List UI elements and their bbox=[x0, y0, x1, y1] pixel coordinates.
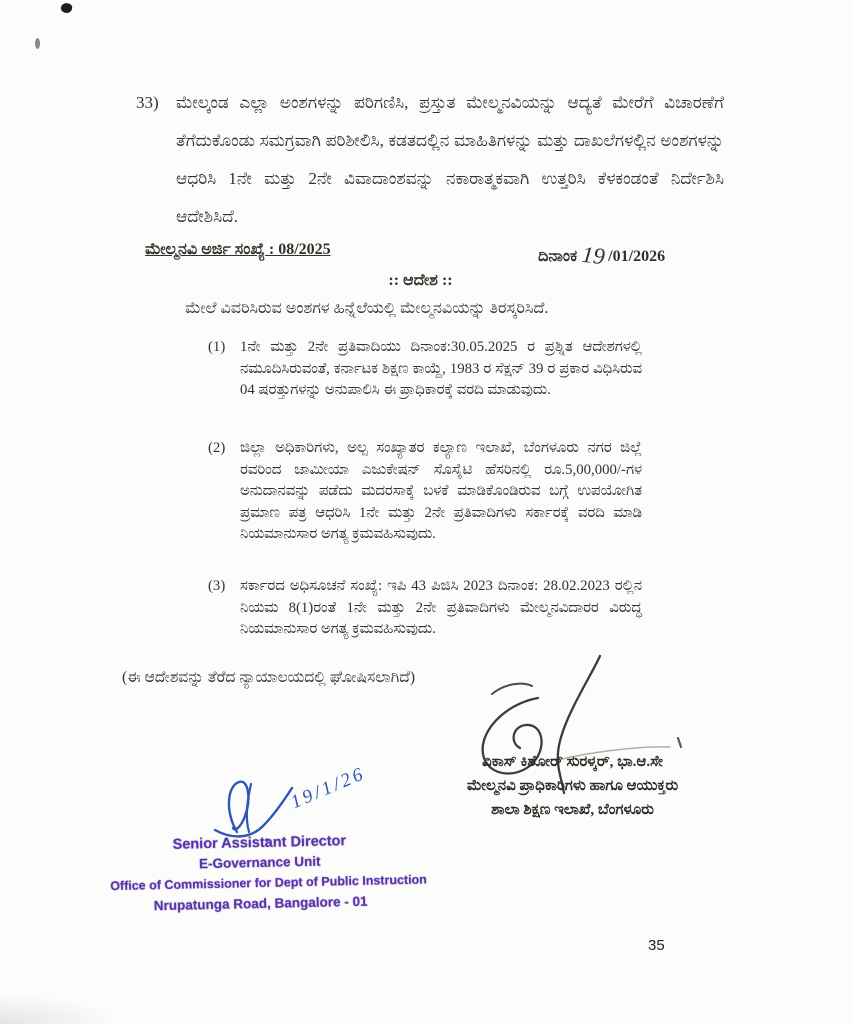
directive-1 bbox=[208, 337, 644, 402]
paragraph-33 bbox=[136, 84, 724, 236]
directive-number: (2) bbox=[208, 440, 226, 456]
signatory-block bbox=[420, 750, 725, 822]
directive-text: ಸರ್ಕಾರದ ಅಧಿಸೂಚನೆ ಸಂಖ್ಯೆ: ಇಪಿ 43 ಪಿಜಿಸಿ 2023 ದಿನಾಂಕ: 28.02.2023 ರಲ್ಲಿನ ನಿಯಮ 8(1)ರಂತೆ 1ನೇ ಮತ್ತು 2ನೇ ಪ್ರತಿವಾದಿಗಳು ಮೇಲ್ಮನವಿದಾರರ ವಿರುದ್ಧ ನಿಯಮಾನುಸಾರ ಅಗತ್ಯ ಕ್ರಮವಹಿಸುವುದು. bbox=[240, 578, 642, 637]
scan-smudge bbox=[0, 994, 120, 1024]
directive-number: (3) bbox=[208, 578, 226, 594]
signatory-name: ವಿಕಾಸ್ ಕಿಶೋರ್ ಸುರಳ್ಕರ್, ಭಾ.ಆ.ಸೇ bbox=[482, 754, 663, 770]
stamp-line-3: Office of Commissioner for Dept of Public Instruction bbox=[110, 872, 427, 894]
directive-number: (1) bbox=[208, 339, 226, 355]
directive-2 bbox=[208, 438, 644, 546]
directive-text: 1ನೇ ಮತ್ತು 2ನೇ ಪ್ರತಿವಾದಿಯು ದಿನಾಂಕ:30.05.2025 ರ ಪ್ರಶ್ನಿತ ಆದೇಶಗಳಲ್ಲಿ ನಮೂದಿಸಿರುವಂತೆ, ಕರ್ನಾಟಕ ಶಿಕ್ಷಣ ಕಾಯ್ದೆ, 1983 ರ ಸೆಕ್ಷನ್ 39 ರ ಪ್ರಕಾರ ವಿಧಿಸಿರುವ 04 ಷರತ್ತುಗಳನ್ನು ಅನುಪಾಲಿಸಿ ಈ ಪ್ರಾಧಿಕಾರಕ್ಕೆ ವರದಿ ಮಾಡುವುದು. bbox=[240, 339, 642, 398]
directive-text: ಜಿಲ್ಲಾ ಅಧಿಕಾರಿಗಳು, ಅಲ್ಪ ಸಂಖ್ಯಾತರ ಕಲ್ಯಾಣ ಇಲಾಖೆ, ಬೆಂಗಳೂರು ನಗರ ಜಿಲ್ಲೆ ರವರಿಂದ ಜಾಮೀಯಾ ಎಜುಕೇಷನ್ ಸೊಸೈಟಿ ಹೆಸರಿನಲ್ಲಿ ರೂ.5,00,000/-ಗಳ ಅನುದಾನವನ್ನು ಪಡೆದು ಮದರಸಾಕ್ಕೆ ಬಳಕೆ ಮಾಡಿಕೊಂಡಿರುವ ಬಗ್ಗೆ ಉಪಯೋಗಿತ ಪ್ರಮಾಣ ಪತ್ರ ಆಧರಿಸಿ 1ನೇ ಮತ್ತು 2ನೇ ಪ್ರತಿವಾದಿಗಳು ಸರ್ಕಾರಕ್ಕೆ ವರದಿ ಮಾಡಿ ನಿಯಮಾನುಸಾರ ಅಗತ್ಯ ಕ್ರಮವಹಿಸುವುದು. bbox=[240, 440, 642, 542]
order-heading: :: ಆದೇಶ :: bbox=[388, 272, 453, 289]
date-month-year: /01/2026 bbox=[608, 248, 666, 265]
signatory-designation: ಮೇಲ್ಮನವಿ ಪ್ರಾಧಿಕಾರಿಗಳು ಹಾಗೂ ಆಯುಕ್ತರು bbox=[466, 778, 679, 794]
handwritten-received-date: 19/1/26 bbox=[287, 762, 369, 814]
order-date bbox=[538, 241, 666, 270]
directive-3 bbox=[208, 576, 644, 641]
handwritten-day: 19 bbox=[580, 241, 607, 270]
open-court-note: (ಈ ಆದೇಶವನ್ನು ತೆರೆದ ನ್ಯಾಯಾಲಯದಲ್ಲಿ ಘೋಷಿಸಲಾಗಿದೆ) bbox=[122, 669, 416, 686]
stamp-line-4: Nrupatunga Road, Bangalore - 01 bbox=[153, 893, 368, 914]
office-stamp bbox=[109, 830, 427, 917]
stamp-line-2: E-Governance Unit bbox=[198, 853, 321, 872]
scan-speck bbox=[60, 1, 74, 14]
page-number: 35 bbox=[648, 937, 665, 954]
order-intro: ಮೇಲೆ ವಿವರಿಸಿರುವ ಅಂಶಗಳ ಹಿನ್ನೆಲೆಯಲ್ಲಿ ಮೇಲ್ಮನವಿಯನ್ನು ತಿರಸ್ಕರಿಸಿದೆ. bbox=[185, 300, 549, 317]
paragraph-number: 33) bbox=[136, 93, 159, 112]
appeal-number: ಮೇಲ್ಮನವಿ ಅರ್ಜಿ ಸಂಖ್ಯೆ : 08/2025 bbox=[145, 241, 331, 258]
stamp-line-1: Senior Assistant Director bbox=[172, 833, 347, 853]
paragraph-text: ಮೇಲ್ಕಂಡ ಎಲ್ಲಾ ಅಂಶಗಳನ್ನು ಪರಿಗಣಿಸಿ, ಪ್ರಸ್ತುತ ಮೇಲ್ಮನವಿಯನ್ನು ಆದ್ಯತೆ ಮೇರೆಗೆ ವಿಚಾರಣೆಗೆ ತೆಗೆದುಕೊಂಡು ಸಮಗ್ರವಾಗಿ ಪರಿಶೀಲಿಸಿ, ಕಡತದಲ್ಲಿನ ಮಾಹಿತಿಗಳನ್ನು ಮತ್ತು ದಾಖಲೆಗಳಲ್ಲಿನ ಅಂಶಗಳನ್ನು ಆಧರಿಸಿ 1ನೇ ಮತ್ತು 2ನೇ ವಿವಾದಾಂಶವನ್ನು ನಕಾರಾತ್ಮಕವಾಗಿ ಉತ್ತರಿಸಿ ಕೆಳಕಂಡಂತೆ ನಿರ್ದೇಶಿಸಿ ಆದೇಶಿಸಿದೆ. bbox=[176, 93, 724, 226]
date-label: ದಿನಾಂಕ bbox=[538, 248, 578, 265]
signatory-department: ಶಾಲಾ ಶಿಕ್ಷಣ ಇಲಾಖೆ, ಬೆಂಗಳೂರು bbox=[491, 802, 654, 818]
scan-speck bbox=[35, 38, 40, 49]
